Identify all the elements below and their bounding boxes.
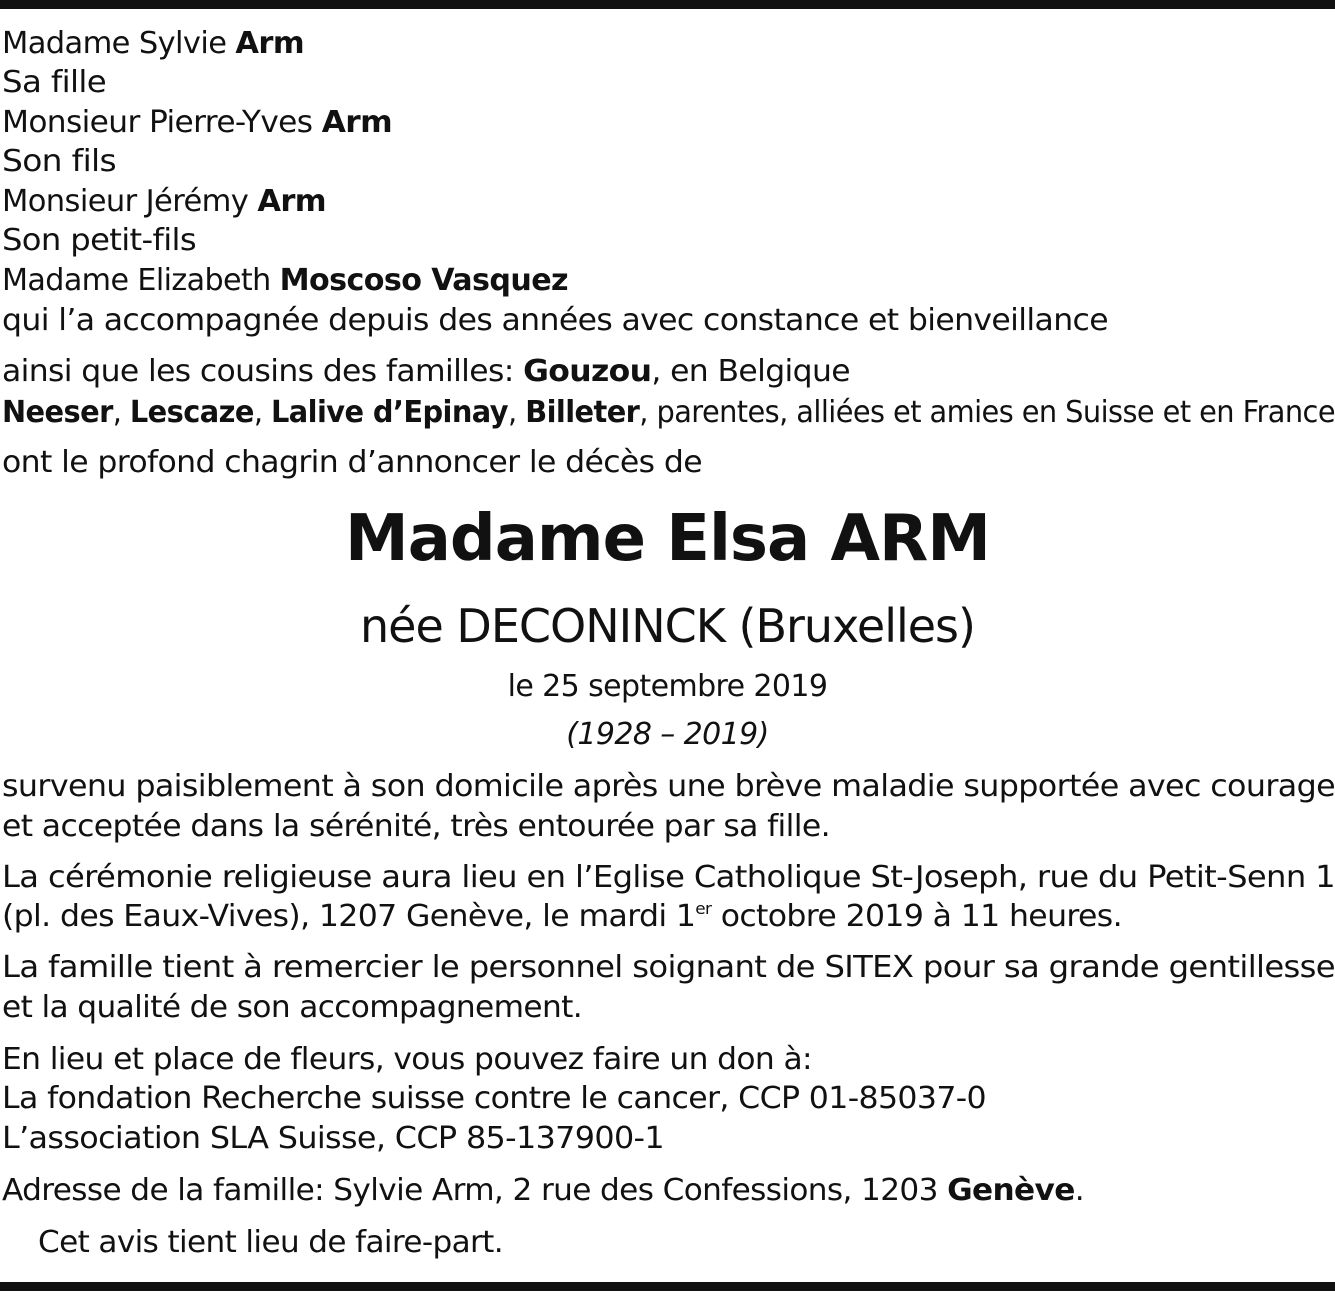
donation-cancer-foundation: La fondation Recherche suisse contre le cancer, CCP 01-85037-0 [2, 1081, 986, 1116]
family-line-son-petit-fils: Son petit-fils [2, 223, 196, 258]
closing-note: Cet avis tient lieu de faire-part. [38, 1225, 503, 1260]
deceased-name: Madame Elsa ARM [345, 502, 990, 576]
family-line-accompagnee: qui l’a accompagnée depuis des années avec constance et bienveillance [2, 303, 1108, 338]
death-date: le 25 septembre 2019 [507, 669, 828, 704]
family-address: Adresse de la famille: Sylvie Arm, 2 rue des Confessions, 1203 Genève. [2, 1173, 1084, 1208]
cousins-line-suisse-france: Neeser, Lescaze, Lalive d’Epinay, Billeter, parentes, alliées et amies en Suisse et en France [2, 395, 1335, 430]
donation-intro: En lieu et place de fleurs, vous pouvez faire un don à: [2, 1042, 812, 1077]
family-line-sylvie: Madame Sylvie Arm [2, 26, 304, 61]
family-line-pierre-yves: Monsieur Pierre-Yves Arm [2, 105, 392, 140]
thanks-line-2: et la qualité de son accompagnement. [2, 990, 582, 1025]
deceased-birth-name: née DECONINCK (Bruxelles) [360, 599, 975, 653]
family-line-sa-fille: Sa fille [2, 65, 106, 100]
ceremony-line-2: (pl. des Eaux-Vives), 1207 Genève, le mardi 1er octobre 2019 à 11 heures. [2, 899, 1122, 934]
circumstances-line-2: et acceptée dans la sérénité, très entourée par sa fille. [2, 809, 830, 844]
ceremony-line-1: La cérémonie religieuse aura lieu en l’Eglise Catholique St-Joseph, rue du Petit-Senn 1 [2, 860, 1335, 895]
life-years: (1928 – 2019) [566, 717, 769, 752]
donation-sla-association: L’association SLA Suisse, CCP 85-137900-1 [2, 1121, 664, 1156]
circumstances-line-1: survenu paisiblement à son domicile après une brève maladie supportée avec courage [2, 769, 1335, 804]
cousins-line-belgique: ainsi que les cousins des familles: Gouzou, en Belgique [2, 354, 850, 389]
family-line-son-fils: Son fils [2, 144, 117, 179]
family-line-jeremy: Monsieur Jérémy Arm [2, 184, 326, 219]
announcement-line: ont le profond chagrin d’annoncer le décès de [2, 445, 702, 480]
family-line-elizabeth: Madame Elizabeth Moscoso Vasquez [2, 263, 568, 298]
thanks-line-1: La famille tient à remercier le personnel soignant de SITEX pour sa grande gentillesse [2, 950, 1335, 985]
top-rule [0, 0, 1335, 9]
bottom-rule [0, 1282, 1335, 1291]
